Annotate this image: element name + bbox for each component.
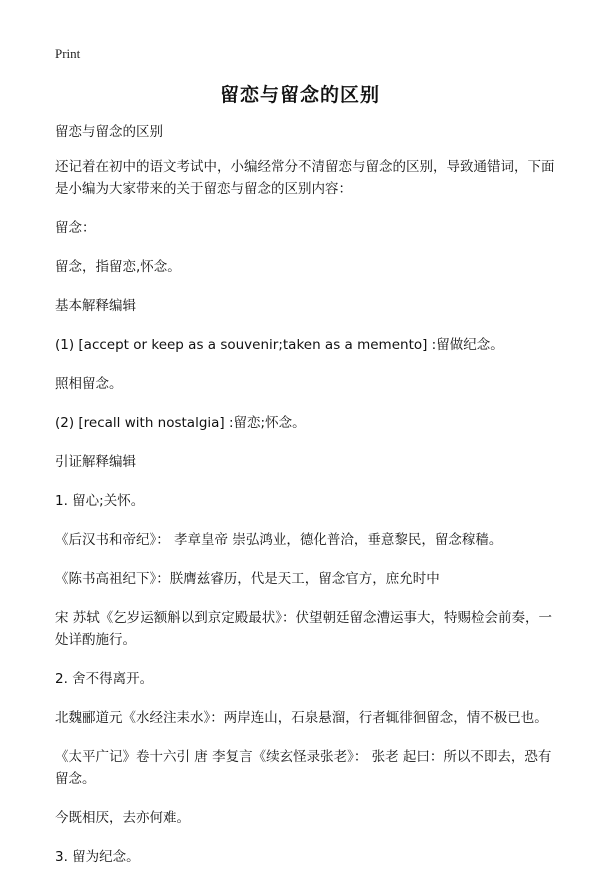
citation-sense-2: 2. 舍不得离开。 bbox=[55, 671, 154, 687]
example-paragraph: 照相留念。 bbox=[55, 376, 123, 392]
citation-sense-1: 1. 留心;关怀。 bbox=[55, 493, 145, 509]
basic-definition-2: (2) [recall with nostalgia] :留恋;怀念。 bbox=[55, 415, 306, 431]
subtitle-paragraph: 留恋与留念的区别 bbox=[55, 124, 163, 140]
document-title: 留恋与留念的区别 bbox=[219, 84, 380, 106]
definition-paragraph: 留念，指留恋,怀念。 bbox=[55, 259, 181, 275]
section-heading-basic: 基本解释编辑 bbox=[55, 298, 136, 314]
citation-quote: 北魏郦道元《水经注耒水》：两岸连山，石泉悬溜，行者辄徘徊留念，情不极已也。 bbox=[55, 710, 548, 726]
citation-quote: 《太平广记》卷十六引 唐 李复言《续玄怪录张老》： 张老 起曰：所以不即去，恐有留念。 bbox=[55, 749, 552, 787]
citation-quote: 今既相厌，去亦何难。 bbox=[55, 810, 190, 826]
basic-definition-1: (1) [accept or keep as a souvenir;taken as a memento] :留做纪念。 bbox=[55, 337, 504, 353]
citation-quote: 《后汉书和帝纪》： 孝章皇帝 崇弘鸿业，德化普洽，垂意黎民，留念稼穑。 bbox=[55, 532, 503, 548]
print-link[interactable]: Print bbox=[55, 46, 81, 61]
section-heading-citations: 引证解释编辑 bbox=[55, 454, 136, 470]
term-heading: 留念： bbox=[55, 220, 96, 236]
citation-quote: 宋 苏轼《乞岁运额斛以到京定殿最状》：伏望朝廷留念漕运事大，特赐检会前奏，一处详酌施行。 bbox=[55, 610, 553, 648]
document-body bbox=[55, 121, 555, 885]
intro-paragraph: 还记着在初中的语文考试中，小编经常分不清留恋与留念的区别，导致通错词，下面是小编为大家带来的关于留恋与留念的区别内容： bbox=[55, 159, 555, 197]
citation-quote: 《陈书高祖纪下》：朕膺兹睿历，代是天工，留念官方，庶允时中 bbox=[55, 571, 440, 587]
citation-sense-3: 3. 留为纪念。 bbox=[55, 849, 140, 865]
